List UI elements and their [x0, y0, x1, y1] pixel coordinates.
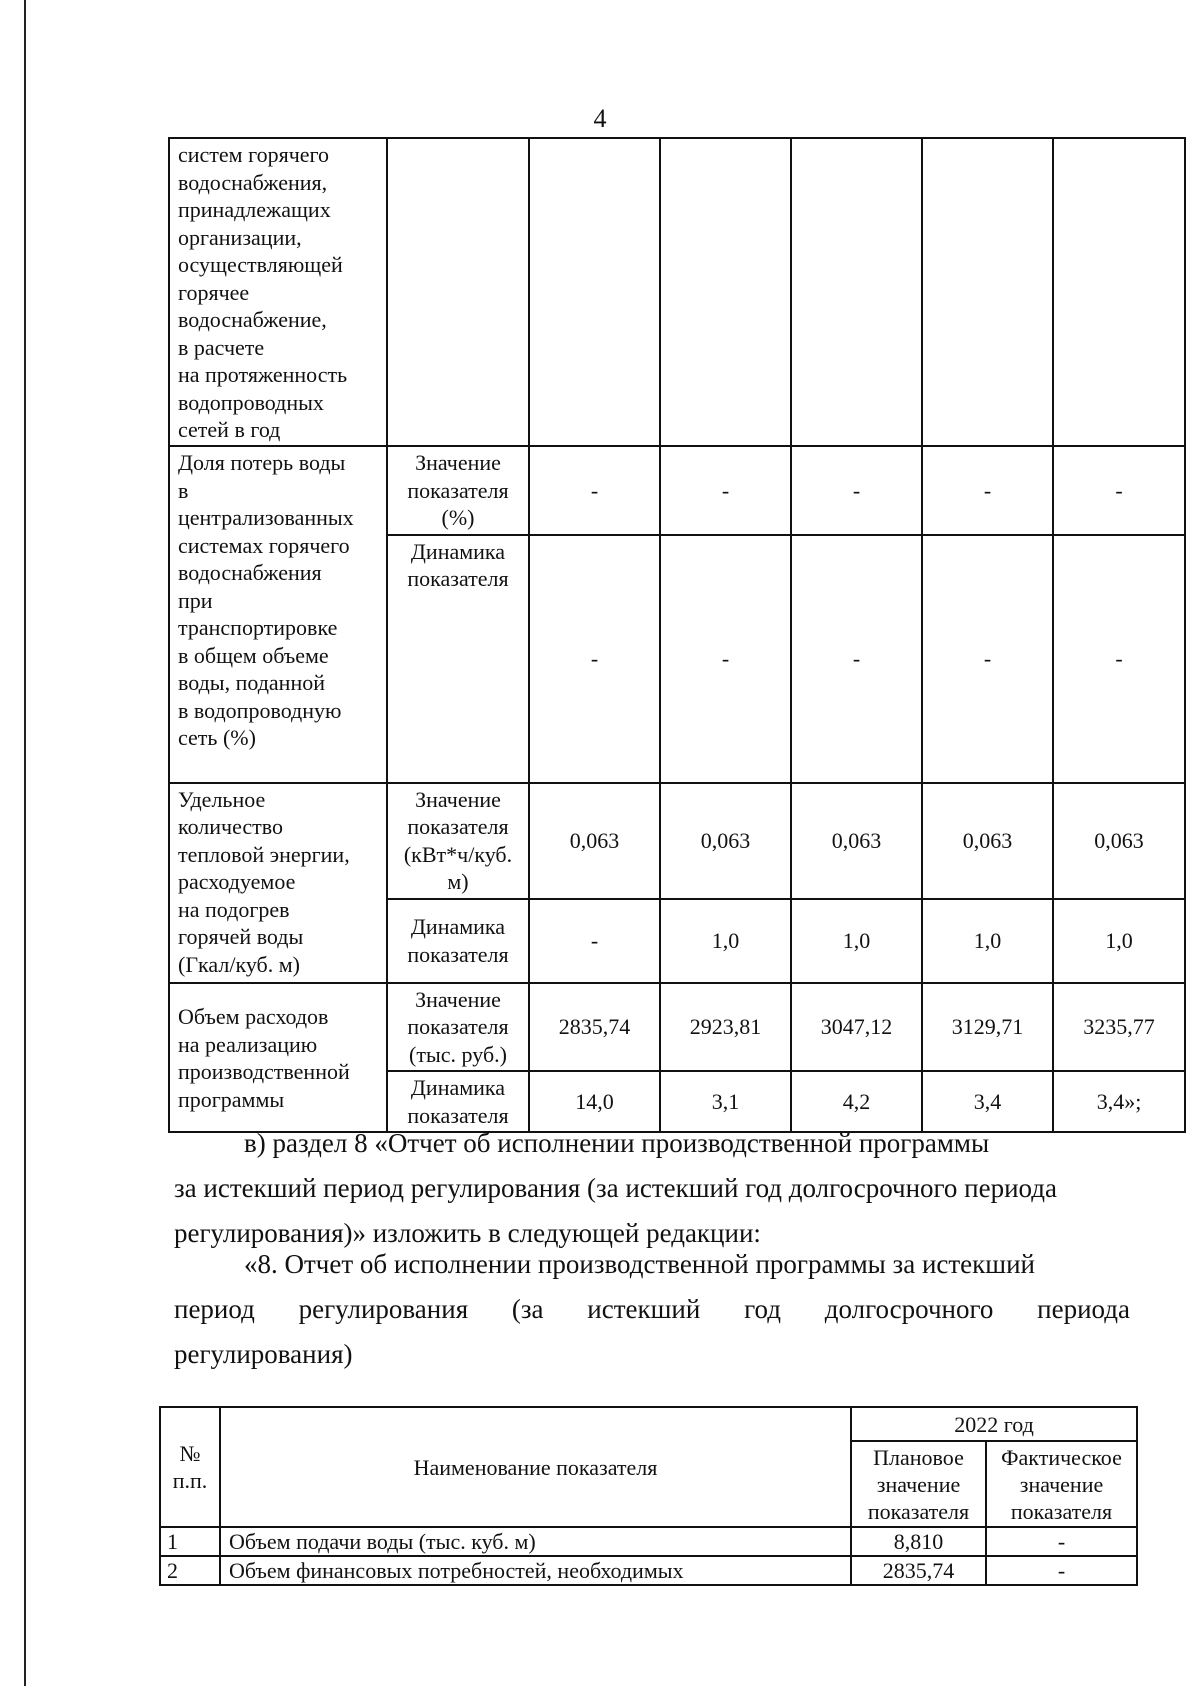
column-header-year: 2022 год [851, 1407, 1137, 1441]
value-cell: - [791, 535, 922, 783]
value-cell: 3,1 [660, 1071, 791, 1132]
section-heading-line3: регулирования) [174, 1339, 353, 1369]
empty-cell [387, 138, 529, 446]
sub-label: Динамика показателя [387, 899, 529, 983]
value-cell: 1,0 [660, 899, 791, 983]
value-cell: - [529, 535, 660, 783]
report-table [159, 1406, 1138, 1586]
paragraph-amendment: в) раздел 8 «Отчет об исполнении производственной программы [244, 1128, 990, 1158]
row-label: Доля потерь воды в централизованных системах горячего водоснабжения при транспортировке в общем объеме воды, поданной в водопроводную сеть (%) [169, 446, 387, 783]
value-cell: 3,4 [922, 1071, 1053, 1132]
sub-label: Значение показателя (кВт*ч/куб. м) [387, 783, 529, 899]
value-cell: 2835,74 [529, 983, 660, 1072]
value-cell: 0,063 [660, 783, 791, 899]
row-fact-value: - [986, 1527, 1137, 1556]
value-cell: 14,0 [529, 1071, 660, 1132]
column-header-plan: Плановое значение показателя [851, 1441, 986, 1527]
table-header-row [160, 1407, 1137, 1441]
column-header-fact: Фактическое значение показателя [986, 1441, 1137, 1527]
sub-label: Значение показателя (тыс. руб.) [387, 983, 529, 1072]
value-cell: 4,2 [791, 1071, 922, 1132]
value-cell: 1,0 [1053, 899, 1185, 983]
value-cell: 0,063 [922, 783, 1053, 899]
indicators-table [168, 137, 1186, 1133]
row-label: Удельное количество тепловой энергии, расходуемое на подогрев горячей воды (Гкал/куб. м) [169, 783, 387, 983]
empty-cell [1053, 138, 1185, 446]
value-cell: - [922, 446, 1053, 535]
row-fact-value: - [986, 1556, 1137, 1585]
value-cell: 0,063 [1053, 783, 1185, 899]
row-number: 1 [160, 1527, 220, 1556]
row-name: Объем финансовых потребностей, необходимых [220, 1556, 851, 1585]
value-cell: - [922, 535, 1053, 783]
value-cell: - [660, 535, 791, 783]
value-cell: - [1053, 535, 1185, 783]
table-row [169, 983, 1185, 1072]
empty-cell [922, 138, 1053, 446]
row-label: систем горячего водоснабжения, принадлежащих организации, осуществляющей горячее водоснабжение, в расчете на протяженность водопроводных сетей в год [169, 138, 387, 446]
empty-cell [660, 138, 791, 446]
sub-label: Динамика показателя [387, 535, 529, 783]
empty-cell [791, 138, 922, 446]
value-cell: 1,0 [791, 899, 922, 983]
paragraph-amendment-line3: регулирования)» изложить в следующей редакции: [174, 1218, 761, 1248]
page-number: 4 [593, 104, 607, 133]
table-row [169, 446, 1185, 535]
value-cell: 3047,12 [791, 983, 922, 1072]
section-heading-line2: период регулирования (за истекший год долгосрочного периода [174, 1294, 1130, 1324]
empty-cell [529, 138, 660, 446]
row-name: Объем подачи воды (тыс. куб. м) [220, 1527, 851, 1556]
value-cell: 3,4»; [1053, 1071, 1185, 1132]
row-plan-value: 8,810 [851, 1527, 986, 1556]
value-cell: 3129,71 [922, 983, 1053, 1072]
value-cell: - [529, 899, 660, 983]
row-plan-value: 2835,74 [851, 1556, 986, 1585]
row-number: 2 [160, 1556, 220, 1585]
table-row [160, 1556, 1137, 1585]
value-cell: 2923,81 [660, 983, 791, 1072]
value-cell: - [660, 446, 791, 535]
sub-label: Динамика показателя [387, 1071, 529, 1132]
scan-edge-line [24, 0, 26, 1686]
paragraph-amendment-line2: за истекший период регулирования (за истекший год долгосрочного периода [174, 1173, 1057, 1203]
value-cell: 3235,77 [1053, 983, 1185, 1072]
table-row [160, 1527, 1137, 1556]
value-cell: 0,063 [529, 783, 660, 899]
value-cell: 1,0 [922, 899, 1053, 983]
value-cell: 0,063 [791, 783, 922, 899]
column-header-name: Наименование показателя [220, 1407, 851, 1527]
column-header-num: № п.п. [160, 1407, 220, 1527]
value-cell: - [1053, 446, 1185, 535]
row-label: Объем расходов на реализацию производственной программы [169, 983, 387, 1133]
section-heading: «8. Отчет об исполнении производственной программы за истекший [244, 1249, 1035, 1279]
table-row [169, 783, 1185, 899]
table-row [169, 138, 1185, 446]
value-cell: - [529, 446, 660, 535]
value-cell: - [791, 446, 922, 535]
sub-label: Значение показателя (%) [387, 446, 529, 535]
